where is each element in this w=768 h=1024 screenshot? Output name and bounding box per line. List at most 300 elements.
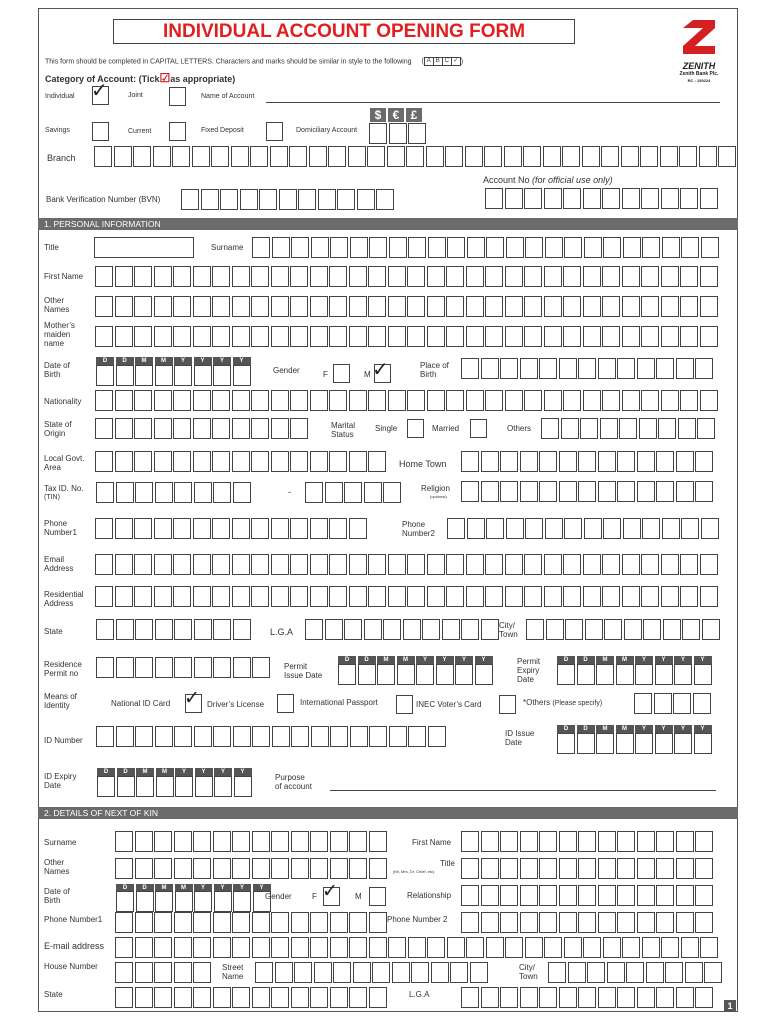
- char-cell[interactable]: [695, 481, 713, 502]
- char-cell[interactable]: [505, 188, 523, 209]
- char-cell[interactable]: [193, 518, 211, 539]
- char-cell[interactable]: [232, 937, 250, 958]
- char-cell[interactable]: [134, 518, 152, 539]
- char-cell[interactable]: [349, 390, 367, 411]
- char-cell[interactable]: [700, 390, 718, 411]
- char-cell[interactable]: [583, 554, 601, 575]
- char-cell[interactable]: [520, 451, 538, 472]
- char-cell[interactable]: [330, 726, 348, 747]
- char-cell[interactable]: [622, 188, 640, 209]
- char-cell[interactable]: [369, 987, 387, 1008]
- char-cell[interactable]: [329, 326, 347, 347]
- char-cell[interactable]: [695, 858, 713, 879]
- char-cell[interactable]: [598, 451, 616, 472]
- char-cell[interactable]: [95, 586, 113, 607]
- char-cell[interactable]: [520, 987, 538, 1008]
- char-cell[interactable]: [446, 326, 464, 347]
- char-cell[interactable]: [654, 693, 672, 714]
- char-cell[interactable]: [598, 831, 616, 852]
- char-cell[interactable]: [214, 776, 232, 797]
- char-cell[interactable]: [520, 858, 538, 879]
- char-cell[interactable]: [211, 146, 229, 167]
- char-cell[interactable]: [154, 296, 172, 317]
- char-cell[interactable]: [578, 885, 596, 906]
- char-cell[interactable]: [135, 937, 153, 958]
- char-cell[interactable]: [174, 962, 192, 983]
- char-cell[interactable]: [232, 451, 250, 472]
- char-cell[interactable]: [233, 619, 251, 640]
- char-cell[interactable]: [637, 885, 655, 906]
- char-cell[interactable]: [250, 146, 268, 167]
- char-cell[interactable]: [154, 912, 172, 933]
- char-cell[interactable]: [348, 146, 366, 167]
- char-cell[interactable]: [364, 619, 382, 640]
- char-cell[interactable]: [232, 518, 250, 539]
- char-cell[interactable]: [310, 912, 328, 933]
- kin-house-cells[interactable]: [115, 962, 213, 983]
- char-cell[interactable]: [559, 987, 577, 1008]
- char-cell[interactable]: [353, 962, 371, 983]
- char-cell[interactable]: [134, 451, 152, 472]
- char-cell[interactable]: [193, 554, 211, 575]
- char-cell[interactable]: [520, 912, 538, 933]
- char-cell[interactable]: [233, 657, 251, 678]
- char-cell[interactable]: [95, 518, 113, 539]
- char-cell[interactable]: [622, 586, 640, 607]
- city-cells[interactable]: [526, 619, 721, 640]
- char-cell[interactable]: [640, 146, 658, 167]
- char-cell[interactable]: [330, 831, 348, 852]
- char-cell[interactable]: [213, 858, 231, 879]
- domiciliary-cells[interactable]: [369, 123, 428, 144]
- char-cell[interactable]: [155, 726, 173, 747]
- char-cell[interactable]: [329, 451, 347, 472]
- char-cell[interactable]: [369, 912, 387, 933]
- married-checkbox[interactable]: [470, 419, 487, 438]
- char-cell[interactable]: [578, 987, 596, 1008]
- char-cell[interactable]: [470, 962, 488, 983]
- char-cell[interactable]: [641, 554, 659, 575]
- kin-phone1-cells[interactable]: [115, 912, 388, 933]
- char-cell[interactable]: [314, 962, 332, 983]
- char-cell[interactable]: [272, 726, 290, 747]
- char-cell[interactable]: [718, 146, 736, 167]
- char-cell[interactable]: [155, 365, 173, 386]
- char-cell[interactable]: [349, 518, 367, 539]
- char-cell[interactable]: [656, 912, 674, 933]
- char-cell[interactable]: [173, 418, 191, 439]
- char-cell[interactable]: [545, 518, 563, 539]
- char-cell[interactable]: [194, 726, 212, 747]
- char-cell[interactable]: [655, 664, 673, 685]
- char-cell[interactable]: [291, 726, 309, 747]
- char-cell[interactable]: [676, 885, 694, 906]
- phone1-cells[interactable]: [95, 518, 368, 539]
- char-cell[interactable]: [500, 912, 518, 933]
- char-cell[interactable]: [524, 554, 542, 575]
- char-cell[interactable]: [544, 326, 562, 347]
- char-cell[interactable]: [397, 664, 415, 685]
- char-cell[interactable]: [271, 326, 289, 347]
- char-cell[interactable]: [598, 358, 616, 379]
- char-cell[interactable]: [271, 912, 289, 933]
- char-cell[interactable]: [134, 296, 152, 317]
- char-cell[interactable]: [598, 912, 616, 933]
- char-cell[interactable]: [578, 358, 596, 379]
- char-cell[interactable]: [154, 266, 172, 287]
- char-cell[interactable]: [259, 189, 277, 210]
- char-cell[interactable]: [583, 937, 601, 958]
- char-cell[interactable]: [427, 937, 445, 958]
- char-cell[interactable]: [193, 296, 211, 317]
- char-cell[interactable]: [484, 146, 502, 167]
- char-cell[interactable]: [251, 418, 269, 439]
- char-cell[interactable]: [194, 891, 212, 912]
- char-cell[interactable]: [455, 664, 473, 685]
- char-cell[interactable]: [656, 885, 674, 906]
- char-cell[interactable]: [583, 266, 601, 287]
- char-cell[interactable]: [349, 586, 367, 607]
- char-cell[interactable]: [422, 619, 440, 640]
- char-cell[interactable]: [213, 619, 231, 640]
- char-cell[interactable]: [173, 451, 191, 472]
- char-cell[interactable]: [642, 237, 660, 258]
- char-cell[interactable]: [596, 664, 614, 685]
- char-cell[interactable]: [387, 146, 405, 167]
- char-cell[interactable]: [680, 266, 698, 287]
- char-cell[interactable]: [408, 237, 426, 258]
- char-cell[interactable]: [660, 146, 678, 167]
- kin-other-names-cells[interactable]: [115, 858, 388, 879]
- char-cell[interactable]: [369, 831, 387, 852]
- state-origin-cells[interactable]: [95, 418, 310, 439]
- char-cell[interactable]: [481, 481, 499, 502]
- char-cell[interactable]: [427, 390, 445, 411]
- char-cell[interactable]: [310, 266, 328, 287]
- char-cell[interactable]: [291, 937, 309, 958]
- others-specify-cells[interactable]: [634, 693, 712, 714]
- char-cell[interactable]: [97, 776, 115, 797]
- char-cell[interactable]: [500, 858, 518, 879]
- char-cell[interactable]: [603, 237, 621, 258]
- char-cell[interactable]: [622, 937, 640, 958]
- char-cell[interactable]: [661, 266, 679, 287]
- char-cell[interactable]: [446, 266, 464, 287]
- char-cell[interactable]: [329, 518, 347, 539]
- char-cell[interactable]: [481, 858, 499, 879]
- char-cell[interactable]: [174, 365, 192, 386]
- char-cell[interactable]: [175, 891, 193, 912]
- char-cell[interactable]: [617, 885, 635, 906]
- char-cell[interactable]: [96, 726, 114, 747]
- char-cell[interactable]: [568, 962, 586, 983]
- id-expiry-cells[interactable]: [97, 776, 253, 797]
- kin-lga-cells[interactable]: [461, 987, 715, 1008]
- char-cell[interactable]: [329, 554, 347, 575]
- char-cell[interactable]: [557, 733, 575, 754]
- char-cell[interactable]: [637, 358, 655, 379]
- char-cell[interactable]: [155, 482, 173, 503]
- maiden-name-cells[interactable]: [95, 326, 719, 347]
- char-cell[interactable]: [559, 451, 577, 472]
- char-cell[interactable]: [461, 481, 479, 502]
- char-cell[interactable]: [349, 296, 367, 317]
- char-cell[interactable]: [407, 326, 425, 347]
- char-cell[interactable]: [311, 726, 329, 747]
- char-cell[interactable]: [485, 296, 503, 317]
- inec-checkbox[interactable]: [499, 695, 516, 714]
- char-cell[interactable]: [656, 987, 674, 1008]
- char-cell[interactable]: [115, 326, 133, 347]
- char-cell[interactable]: [461, 619, 479, 640]
- dob-cells[interactable]: [96, 365, 252, 386]
- char-cell[interactable]: [232, 987, 250, 1008]
- char-cell[interactable]: [602, 266, 620, 287]
- char-cell[interactable]: [602, 326, 620, 347]
- char-cell[interactable]: [598, 885, 616, 906]
- name-of-account-line[interactable]: [266, 102, 720, 103]
- char-cell[interactable]: [95, 451, 113, 472]
- char-cell[interactable]: [232, 912, 250, 933]
- char-cell[interactable]: [700, 188, 718, 209]
- char-cell[interactable]: [598, 987, 616, 1008]
- char-cell[interactable]: [637, 912, 655, 933]
- char-cell[interactable]: [134, 326, 152, 347]
- char-cell[interactable]: [252, 987, 270, 1008]
- char-cell[interactable]: [466, 266, 484, 287]
- char-cell[interactable]: [135, 912, 153, 933]
- char-cell[interactable]: [447, 937, 465, 958]
- char-cell[interactable]: [251, 518, 269, 539]
- char-cell[interactable]: [641, 390, 659, 411]
- state-cells[interactable]: [96, 619, 252, 640]
- char-cell[interactable]: [583, 296, 601, 317]
- char-cell[interactable]: [623, 518, 641, 539]
- char-cell[interactable]: [461, 831, 479, 852]
- char-cell[interactable]: [407, 390, 425, 411]
- res-lga-cells[interactable]: [305, 619, 500, 640]
- char-cell[interactable]: [466, 296, 484, 317]
- char-cell[interactable]: [291, 987, 309, 1008]
- char-cell[interactable]: [135, 987, 153, 1008]
- char-cell[interactable]: [155, 891, 173, 912]
- char-cell[interactable]: [602, 554, 620, 575]
- bvn-cells[interactable]: [181, 189, 396, 210]
- char-cell[interactable]: [695, 912, 713, 933]
- char-cell[interactable]: [349, 912, 367, 933]
- single-checkbox[interactable]: [407, 419, 424, 438]
- char-cell[interactable]: [681, 237, 699, 258]
- char-cell[interactable]: [622, 266, 640, 287]
- char-cell[interactable]: [700, 586, 718, 607]
- char-cell[interactable]: [546, 619, 564, 640]
- char-cell[interactable]: [213, 937, 231, 958]
- char-cell[interactable]: [637, 451, 655, 472]
- char-cell[interactable]: [445, 146, 463, 167]
- char-cell[interactable]: [193, 962, 211, 983]
- char-cell[interactable]: [388, 266, 406, 287]
- char-cell[interactable]: [349, 266, 367, 287]
- char-cell[interactable]: [617, 858, 635, 879]
- char-cell[interactable]: [291, 858, 309, 879]
- char-cell[interactable]: [695, 885, 713, 906]
- char-cell[interactable]: [271, 987, 289, 1008]
- char-cell[interactable]: [349, 554, 367, 575]
- char-cell[interactable]: [328, 146, 346, 167]
- char-cell[interactable]: [271, 518, 289, 539]
- char-cell[interactable]: [213, 657, 231, 678]
- char-cell[interactable]: [195, 776, 213, 797]
- char-cell[interactable]: [115, 987, 133, 1008]
- kin-city-cells[interactable]: [548, 962, 724, 983]
- char-cell[interactable]: [291, 831, 309, 852]
- char-cell[interactable]: [212, 518, 230, 539]
- char-cell[interactable]: [369, 237, 387, 258]
- char-cell[interactable]: [136, 891, 154, 912]
- char-cell[interactable]: [524, 266, 542, 287]
- char-cell[interactable]: [562, 146, 580, 167]
- char-cell[interactable]: [700, 266, 718, 287]
- char-cell[interactable]: [290, 586, 308, 607]
- char-cell[interactable]: [115, 858, 133, 879]
- char-cell[interactable]: [383, 482, 401, 503]
- char-cell[interactable]: [661, 188, 679, 209]
- char-cell[interactable]: [467, 237, 485, 258]
- char-cell[interactable]: [193, 858, 211, 879]
- char-cell[interactable]: [194, 482, 212, 503]
- char-cell[interactable]: [545, 237, 563, 258]
- char-cell[interactable]: [135, 962, 153, 983]
- kin-surname-cells[interactable]: [115, 831, 388, 852]
- char-cell[interactable]: [461, 987, 479, 1008]
- char-cell[interactable]: [526, 619, 544, 640]
- char-cell[interactable]: [357, 189, 375, 210]
- char-cell[interactable]: [641, 586, 659, 607]
- char-cell[interactable]: [701, 518, 719, 539]
- char-cell[interactable]: [372, 962, 390, 983]
- char-cell[interactable]: [330, 237, 348, 258]
- char-cell[interactable]: [154, 831, 172, 852]
- char-cell[interactable]: [388, 296, 406, 317]
- char-cell[interactable]: [135, 858, 153, 879]
- char-cell[interactable]: [577, 733, 595, 754]
- char-cell[interactable]: [271, 858, 289, 879]
- char-cell[interactable]: [585, 619, 603, 640]
- char-cell[interactable]: [481, 358, 499, 379]
- char-cell[interactable]: [173, 554, 191, 575]
- char-cell[interactable]: [290, 418, 308, 439]
- char-cell[interactable]: [271, 937, 289, 958]
- char-cell[interactable]: [194, 365, 212, 386]
- char-cell[interactable]: [134, 266, 152, 287]
- char-cell[interactable]: [96, 365, 114, 386]
- char-cell[interactable]: [305, 619, 323, 640]
- char-cell[interactable]: [310, 451, 328, 472]
- char-cell[interactable]: [213, 831, 231, 852]
- char-cell[interactable]: [626, 962, 644, 983]
- char-cell[interactable]: [587, 962, 605, 983]
- char-cell[interactable]: [465, 146, 483, 167]
- char-cell[interactable]: [524, 296, 542, 317]
- char-cell[interactable]: [639, 418, 657, 439]
- char-cell[interactable]: [446, 554, 464, 575]
- char-cell[interactable]: [563, 266, 581, 287]
- char-cell[interactable]: [524, 188, 542, 209]
- char-cell[interactable]: [271, 390, 289, 411]
- char-cell[interactable]: [431, 962, 449, 983]
- char-cell[interactable]: [674, 733, 692, 754]
- char-cell[interactable]: [635, 664, 653, 685]
- char-cell[interactable]: [255, 962, 273, 983]
- char-cell[interactable]: [220, 189, 238, 210]
- char-cell[interactable]: [174, 657, 192, 678]
- char-cell[interactable]: [544, 296, 562, 317]
- char-cell[interactable]: [349, 858, 367, 879]
- char-cell[interactable]: [333, 962, 351, 983]
- branch-cells[interactable]: [94, 146, 738, 167]
- char-cell[interactable]: [578, 451, 596, 472]
- char-cell[interactable]: [656, 451, 674, 472]
- tin-cells-b[interactable]: [305, 482, 403, 503]
- char-cell[interactable]: [481, 619, 499, 640]
- char-cell[interactable]: [461, 451, 479, 472]
- char-cell[interactable]: [173, 326, 191, 347]
- char-cell[interactable]: [213, 987, 231, 1008]
- char-cell[interactable]: [213, 726, 231, 747]
- char-cell[interactable]: [310, 296, 328, 317]
- char-cell[interactable]: [583, 390, 601, 411]
- char-cell[interactable]: [153, 146, 171, 167]
- char-cell[interactable]: [446, 390, 464, 411]
- char-cell[interactable]: [369, 123, 387, 144]
- fixed-deposit-checkbox[interactable]: [266, 122, 283, 141]
- char-cell[interactable]: [637, 481, 655, 502]
- char-cell[interactable]: [115, 962, 133, 983]
- char-cell[interactable]: [702, 619, 720, 640]
- char-cell[interactable]: [369, 858, 387, 879]
- char-cell[interactable]: [368, 586, 386, 607]
- char-cell[interactable]: [680, 390, 698, 411]
- char-cell[interactable]: [134, 418, 152, 439]
- char-cell[interactable]: [368, 390, 386, 411]
- char-cell[interactable]: [135, 365, 153, 386]
- char-cell[interactable]: [212, 554, 230, 575]
- char-cell[interactable]: [290, 390, 308, 411]
- char-cell[interactable]: [617, 831, 635, 852]
- char-cell[interactable]: [251, 326, 269, 347]
- char-cell[interactable]: [350, 237, 368, 258]
- char-cell[interactable]: [563, 326, 581, 347]
- char-cell[interactable]: [500, 451, 518, 472]
- char-cell[interactable]: [643, 619, 661, 640]
- marital-others-cells[interactable]: [541, 418, 717, 439]
- char-cell[interactable]: [601, 146, 619, 167]
- char-cell[interactable]: [673, 693, 691, 714]
- char-cell[interactable]: [298, 189, 316, 210]
- char-cell[interactable]: [580, 418, 598, 439]
- char-cell[interactable]: [383, 619, 401, 640]
- kin-state-cells[interactable]: [115, 987, 388, 1008]
- char-cell[interactable]: [646, 962, 664, 983]
- kin-email-cells[interactable]: [115, 937, 720, 958]
- first-name-cells[interactable]: [95, 266, 719, 287]
- char-cell[interactable]: [96, 619, 114, 640]
- char-cell[interactable]: [116, 482, 134, 503]
- kin-phone2-cells[interactable]: [461, 912, 715, 933]
- char-cell[interactable]: [388, 390, 406, 411]
- char-cell[interactable]: [392, 962, 410, 983]
- char-cell[interactable]: [485, 554, 503, 575]
